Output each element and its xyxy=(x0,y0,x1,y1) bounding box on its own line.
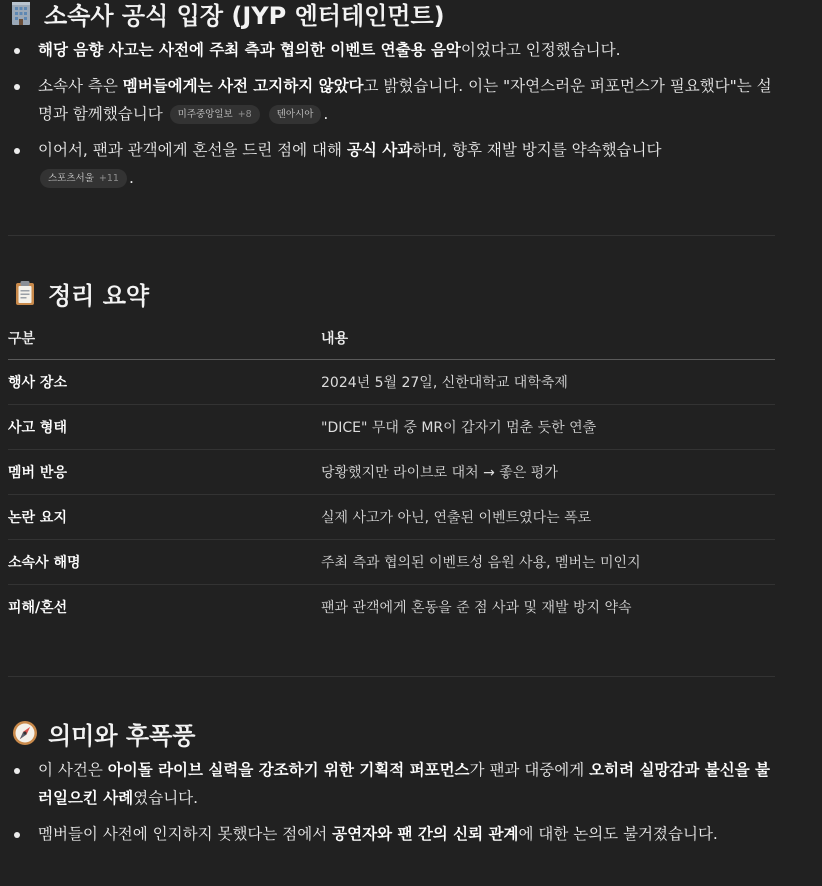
table-cell: 행사 장소 xyxy=(8,360,321,405)
office-building-icon xyxy=(8,0,34,26)
table-cell: 당황했지만 라이브로 대처 → 좋은 평가 xyxy=(321,450,775,495)
bold-text: 해당 음향 사고는 사전에 주최 측과 협의한 이벤트 연출용 음악 xyxy=(38,41,461,59)
table-row xyxy=(8,495,775,540)
table-cell: 팬과 관객에게 혼동을 준 점 사과 및 재발 방지 약속 xyxy=(321,600,632,616)
chip-label: 텐아시아 xyxy=(276,109,314,120)
source-chip[interactable] xyxy=(170,105,260,124)
text: 이었다고 인정했습니다. xyxy=(460,41,621,59)
section-title: 정리 요약 xyxy=(48,281,150,310)
text: 이 사건은 xyxy=(38,761,108,779)
chip-label: 미주중앙일보 xyxy=(177,109,233,120)
text: 고 밝혔습니다. 이는 "자연스러운 퍼포먼스가 필요했다"는 설명과 함께했습니다 xyxy=(38,77,772,123)
table-row xyxy=(8,360,775,405)
table-cell: 멤버 반응 xyxy=(8,450,321,495)
text: 하며, 향후 재발 방지를 약속했습니다 xyxy=(412,141,662,159)
section-heading xyxy=(0,0,822,30)
bold-text: 공연자와 팬 간의 신뢰 관계 xyxy=(332,825,519,843)
divider xyxy=(8,676,775,677)
section-heading xyxy=(0,716,822,750)
table-cell: 2024년 5월 27일, 신한대학교 대학축제 xyxy=(321,360,775,405)
bold-text: 멤버들에게는 사전 고지하지 않았다 xyxy=(122,77,364,95)
table-header-row xyxy=(8,328,775,360)
text: 에 대한 논의도 불거졌습니다. xyxy=(518,825,718,843)
table-row xyxy=(8,585,775,630)
table-cell: 주최 측과 협의된 이벤트성 음원 사용, 멤버는 미인지 xyxy=(321,540,775,585)
chip-label: 스포츠서울 xyxy=(48,173,94,184)
summary-table xyxy=(8,328,775,629)
section-title: 소속사 공식 입장 (JYP 엔터테인먼트) xyxy=(44,1,445,30)
list-item xyxy=(0,820,778,848)
list-item xyxy=(0,136,778,192)
divider xyxy=(8,235,775,236)
bold-text: 아이돌 라이브 실력을 강조하기 위한 기획적 퍼포먼스 xyxy=(107,761,470,779)
source-chip[interactable] xyxy=(40,169,127,188)
table-row xyxy=(8,405,775,450)
text: . xyxy=(128,169,134,187)
list-item xyxy=(0,36,778,64)
section-title: 의미와 후폭풍 xyxy=(48,721,196,750)
text: 가 팬과 대중에게 xyxy=(469,761,590,779)
section-official-statement xyxy=(0,0,822,200)
table-cell: 소속사 해명 xyxy=(8,540,321,585)
summary-table-wrapper xyxy=(0,328,822,629)
clipboard-icon xyxy=(12,280,38,306)
statement-list xyxy=(0,36,822,192)
aftermath-list xyxy=(0,756,822,848)
bold-text: 오히려 실망감과 불신을 불러일으킨 사례 xyxy=(38,761,771,807)
text: 이어서, 팬과 관객에게 혼선을 드린 점에 대해 xyxy=(38,141,347,159)
table-cell: 실제 사고가 아닌, 연출된 이벤트였다는 폭로 xyxy=(321,495,775,540)
table-cell: "DICE" 무대 중 MR이 갑자기 멈춘 듯한 연출 xyxy=(321,405,775,450)
text: 멤버들이 사전에 인지하지 못했다는 점에서 xyxy=(38,825,333,843)
text: 소속사 측은 xyxy=(38,77,123,95)
column-header: 내용 xyxy=(321,328,775,360)
column-header: 구분 xyxy=(8,328,321,360)
list-item xyxy=(0,756,778,812)
table-row xyxy=(8,450,775,495)
table-cell: 피해/혼선 xyxy=(8,600,68,616)
bold-text: 공식 사과 xyxy=(346,141,413,159)
section-heading xyxy=(0,276,822,310)
section-summary xyxy=(0,276,822,629)
section-aftermath xyxy=(0,716,822,856)
chip-count: +8 xyxy=(237,109,252,120)
chip-count: +11 xyxy=(98,173,119,184)
source-chip[interactable] xyxy=(269,105,322,124)
text: . xyxy=(323,105,329,123)
compass-icon xyxy=(12,720,38,746)
table-row xyxy=(8,540,775,585)
table-cell: 사고 형태 xyxy=(8,405,321,450)
list-item xyxy=(0,72,778,128)
table-cell: 논란 요지 xyxy=(8,495,321,540)
text: 였습니다. xyxy=(133,789,199,807)
